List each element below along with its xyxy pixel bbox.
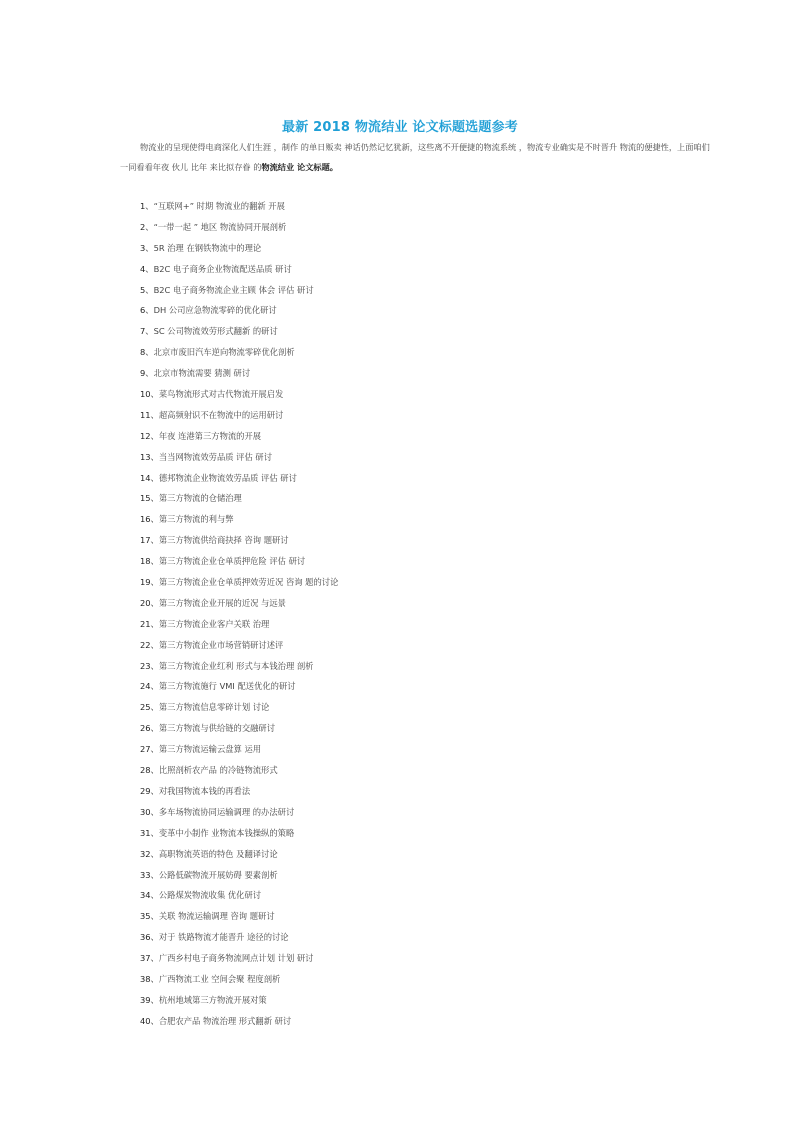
list-item-number: 10、 bbox=[140, 389, 159, 400]
list-item bbox=[140, 614, 338, 635]
list-item-text: 年夜 连港第三方物流的开展 bbox=[158, 430, 262, 441]
list-item bbox=[140, 196, 338, 217]
list-item-number: 37、 bbox=[140, 953, 159, 964]
list-item bbox=[140, 948, 338, 969]
list-item-text: 第三方物流供给商抉择 咨询 题研讨 bbox=[158, 535, 289, 546]
list-item bbox=[140, 217, 338, 238]
list-item bbox=[140, 990, 338, 1011]
list-item bbox=[140, 593, 338, 614]
list-item bbox=[140, 384, 338, 405]
list-item-text: 5R 治理 在钢铁物流中的理论 bbox=[153, 242, 262, 253]
list-item-text: 第三方物流企业客户关联 治理 bbox=[158, 618, 270, 629]
list-item-number: 20、 bbox=[140, 597, 159, 608]
list-item bbox=[140, 342, 338, 363]
list-item bbox=[140, 885, 338, 906]
list-item-text: 多车场物流协同运输调理 的办法研讨 bbox=[158, 806, 295, 817]
list-item-number: 27、 bbox=[140, 744, 159, 755]
list-item-text: 第三方物流企业仓单质押效劳近况 咨询 题的讨论 bbox=[158, 577, 339, 588]
list-item bbox=[140, 739, 338, 760]
list-item bbox=[140, 781, 338, 802]
list-item-number: 1、 bbox=[140, 201, 154, 211]
list-item-number: 26、 bbox=[140, 723, 159, 734]
list-item-text: 第三方物流信息零碎计划 讨论 bbox=[158, 702, 270, 713]
list-item bbox=[140, 363, 338, 384]
list-item-text: 合肥农产品 物流治理 形式翻新 研讨 bbox=[158, 1015, 292, 1026]
list-item-number: 4、 bbox=[140, 263, 154, 274]
list-item-text: 第三方物流运输云盘算 运用 bbox=[158, 744, 262, 755]
list-item-number: 18、 bbox=[140, 556, 159, 567]
list-item bbox=[140, 572, 338, 593]
list-item bbox=[140, 676, 338, 697]
list-item-text: 第三方物流企业红利 形式与本钱治理 剖析 bbox=[158, 660, 314, 671]
list-item-text: 广西物流工业 空间会聚 程度剖析 bbox=[158, 973, 281, 984]
list-item-number: 3、 bbox=[140, 242, 154, 253]
list-item bbox=[140, 259, 338, 280]
intro-bold-text: 物流结业 论文标题。 bbox=[261, 162, 338, 172]
list-item bbox=[140, 468, 338, 489]
list-item bbox=[140, 1011, 338, 1032]
list-item-text: B2C 电子商务企业物流配送品质 研讨 bbox=[153, 263, 292, 274]
list-item-number: 23、 bbox=[140, 660, 159, 671]
list-item-number: 28、 bbox=[140, 765, 159, 776]
list-item bbox=[140, 551, 338, 572]
list-item-text: 第三方物流与供给链的交融研讨 bbox=[158, 723, 276, 734]
list-item-number: 33、 bbox=[140, 869, 159, 880]
document-title: 最新 2018 物流结业 论文标题选题参考 bbox=[282, 120, 518, 135]
list-item-number: 13、 bbox=[140, 451, 159, 462]
list-item-number: 24、 bbox=[140, 681, 159, 692]
list-item bbox=[140, 697, 338, 718]
list-item-text: 公路低碳物流开展妨碍 要素剖析 bbox=[158, 869, 278, 880]
list-item-text: 北京市物流需要 猜测 研讨 bbox=[153, 368, 251, 379]
intro-paragraph bbox=[120, 137, 710, 177]
list-item bbox=[140, 718, 338, 739]
list-item-number: 22、 bbox=[140, 639, 159, 650]
list-item-text: 当当网物流效劳品质 评估 研讨 bbox=[158, 451, 272, 462]
list-item-text: 广西乡村电子商务物流网点计划 计划 研讨 bbox=[158, 953, 314, 964]
list-item-number: 11、 bbox=[140, 409, 159, 420]
list-item-text: 第三方物流的仓储治理 bbox=[158, 493, 242, 504]
list-item-number: 2、 bbox=[140, 221, 154, 232]
list-item-text: 第三方物流企业开展的近况 与远景 bbox=[158, 597, 286, 608]
list-item bbox=[140, 321, 338, 342]
list-item-text: 对于 铁路物流才能晋升 途径的讨论 bbox=[158, 932, 289, 943]
list-item bbox=[140, 530, 338, 551]
list-item-number: 17、 bbox=[140, 535, 159, 546]
list-item-text: 杭州地域第三方物流开展对策 bbox=[158, 994, 267, 1005]
list-item-text: 第三方物流的利与弊 bbox=[158, 514, 234, 525]
list-item-text: 第三方物流企业市场营销研讨述评 bbox=[158, 639, 284, 650]
list-item-number: 31、 bbox=[140, 827, 159, 838]
list-item-number: 7、 bbox=[140, 326, 154, 337]
list-item-text: 超高频射识不在物流中的运用研讨 bbox=[158, 409, 284, 420]
list-item bbox=[140, 300, 338, 321]
list-item bbox=[140, 969, 338, 990]
list-item-text: 公路煤炭物流收集 优化研讨 bbox=[158, 890, 262, 901]
list-item-number: 40、 bbox=[140, 1015, 159, 1026]
list-item-text: “一带一起 ” 地区 物流协同开展剖析 bbox=[153, 221, 287, 232]
list-item bbox=[140, 238, 338, 259]
list-item bbox=[140, 823, 338, 844]
list-item-text: 关联 物流运输调理 咨询 题研讨 bbox=[158, 911, 275, 922]
list-item bbox=[140, 865, 338, 886]
list-item bbox=[140, 802, 338, 823]
list-item bbox=[140, 488, 338, 509]
list-item-text: 第三方物流企业仓单质押危险 评估 研讨 bbox=[158, 556, 306, 567]
list-item-number: 25、 bbox=[140, 702, 159, 713]
list-item bbox=[140, 280, 338, 301]
list-item bbox=[140, 509, 338, 530]
list-item-text: B2C 电子商务物流企业主顾 体会 评估 研讨 bbox=[153, 284, 314, 295]
list-item-number: 29、 bbox=[140, 785, 159, 796]
list-item-number: 38、 bbox=[140, 973, 159, 984]
list-item-text: 菜鸟物流形式对古代物流开展启发 bbox=[158, 389, 284, 400]
list-item bbox=[140, 447, 338, 468]
list-item-number: 35、 bbox=[140, 911, 159, 922]
list-item-number: 21、 bbox=[140, 618, 159, 629]
list-item-number: 14、 bbox=[140, 472, 159, 483]
topic-list bbox=[140, 196, 338, 1032]
list-item-number: 32、 bbox=[140, 848, 159, 859]
list-item-text: 比照剖析农产品 的冷链物流形式 bbox=[158, 765, 278, 776]
list-item-text: “互联网+” 时期 物流业的翻新 开展 bbox=[153, 201, 285, 211]
list-item bbox=[140, 656, 338, 677]
list-item-number: 8、 bbox=[140, 347, 154, 358]
list-item-text: 第三方物流施行 VMI 配送优化的研讨 bbox=[158, 681, 296, 692]
list-item-number: 36、 bbox=[140, 932, 159, 943]
list-item-number: 15、 bbox=[140, 493, 159, 504]
list-item-text: 北京市废旧汽车逆向物流零碎优化剖析 bbox=[153, 347, 295, 358]
list-item-number: 16、 bbox=[140, 514, 159, 525]
intro-text: 物流业的呈现使得电商深化人们生涯 ，制作 的单日贩卖 神话仍然记忆犹新，这些离不开便捷的物流系统 ，物流专业确实是不时晋升 物流的便捷性，上面咱们 一同看看年夜 伙儿 比年 来比拟存眷 的 bbox=[120, 142, 710, 172]
list-item-number: 12、 bbox=[140, 430, 159, 441]
list-item bbox=[140, 906, 338, 927]
list-item-number: 19、 bbox=[140, 577, 159, 588]
list-item-number: 30、 bbox=[140, 806, 159, 817]
list-item-number: 5、 bbox=[140, 284, 154, 295]
list-item bbox=[140, 405, 338, 426]
list-item bbox=[140, 426, 338, 447]
list-item bbox=[140, 760, 338, 781]
list-item-text: 高职物流英语的特色 及翻译讨论 bbox=[158, 848, 278, 859]
list-item-text: DH 公司应急物流零碎的优化研讨 bbox=[153, 305, 277, 316]
list-item bbox=[140, 927, 338, 948]
list-item-number: 39、 bbox=[140, 994, 159, 1005]
list-item-number: 34、 bbox=[140, 890, 159, 901]
list-item-text: 变革中小制作 业物流本钱操纵的策略 bbox=[158, 827, 295, 838]
list-item bbox=[140, 635, 338, 656]
list-item-number: 6、 bbox=[140, 305, 154, 316]
list-item-text: SC 公司物流效劳形式翻新 的研讨 bbox=[153, 326, 278, 337]
list-item bbox=[140, 844, 338, 865]
list-item-text: 对我国物流本钱的再看法 bbox=[158, 785, 251, 796]
list-item-text: 德邦物流企业物流效劳品质 评估 研讨 bbox=[158, 472, 297, 483]
list-item-number: 9、 bbox=[140, 368, 154, 379]
